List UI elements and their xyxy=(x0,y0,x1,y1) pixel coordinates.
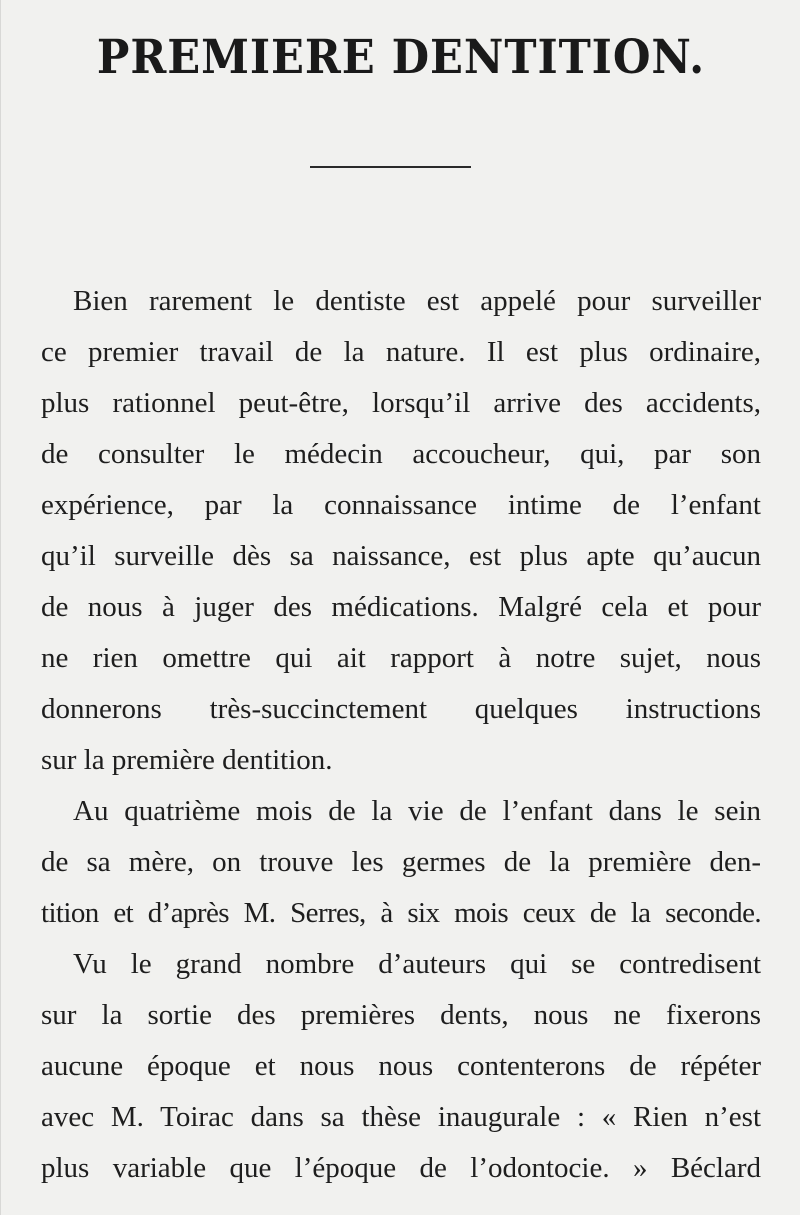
text-line: plus variable que l’époque de l’odontocie. » Béclard xyxy=(41,1152,761,1184)
text-line: de sa mère, on trouve les germes de la première den- xyxy=(41,846,761,878)
text-line: Bien rarement le dentiste est appelé pour surveiller xyxy=(73,285,761,317)
text-line: de nous à juger des médications. Malgré cela et pour xyxy=(41,591,761,623)
text-line: ce premier travail de la nature. Il est plus ordinaire, xyxy=(41,336,761,368)
text-line: expérience, par la connaissance intime de l’enfant xyxy=(41,489,761,521)
paragraph-1 xyxy=(41,276,761,786)
paragraph-3 xyxy=(41,939,761,1194)
text-line: tition et d’après M. Serres, à six mois ceux de la seconde. xyxy=(41,897,761,929)
text-line: Vu le grand nombre d’auteurs qui se contredisent xyxy=(73,948,761,980)
text-line: plus rationnel peut-être, lorsqu’il arrive des accidents, xyxy=(41,387,761,419)
text-line: ne rien omettre qui ait rapport à notre sujet, nous xyxy=(41,642,761,674)
text-line: Au quatrième mois de la vie de l’enfant dans le sein xyxy=(73,795,761,827)
paragraph-2 xyxy=(41,786,761,939)
text-line: aucune époque et nous nous contenterons de répéter xyxy=(41,1050,761,1082)
text-line: sur la première dentition. xyxy=(41,744,333,776)
text-line: donnerons très-succinctement quelques instructions xyxy=(41,693,761,725)
text-line: avec M. Toirac dans sa thèse inaugurale : « Rien n’est xyxy=(41,1101,761,1133)
text-line: sur la sortie des premières dents, nous ne fixerons xyxy=(41,999,761,1031)
title-underline xyxy=(310,166,471,168)
body-text xyxy=(41,276,761,1194)
page-title: PREMIERE DENTITION. xyxy=(96,30,706,85)
text-line: de consulter le médecin accoucheur, qui, par son xyxy=(41,438,761,470)
text-line: qu’il surveille dès sa naissance, est plus apte qu’aucun xyxy=(41,540,761,572)
